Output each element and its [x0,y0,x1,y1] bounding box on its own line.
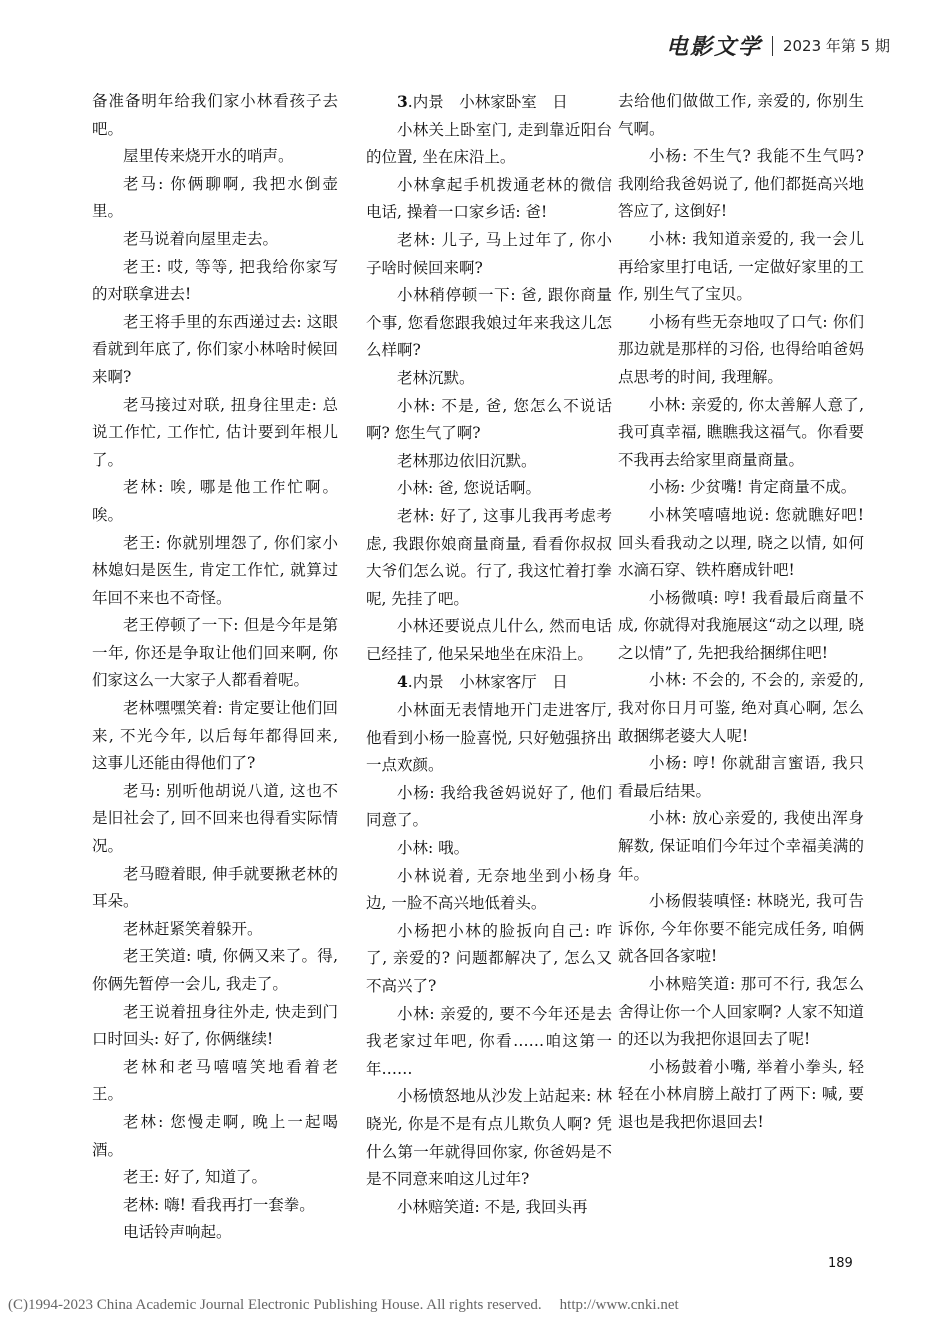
scene-heading [366,88,612,117]
paragraph: 老马接过对联, 扭身往里走: 总说工作忙, 工作忙, 估计要到年根儿了。 [92,395,338,469]
paragraph: 老林那边依旧沉默。 [397,451,537,470]
text-column-3 [618,88,864,1137]
paragraph: 小杨把小林的脸扳向自己: 咋了, 亲爱的? 问题都解决了, 怎么又不高兴了? [366,921,612,995]
paragraph: 小林: 哦。 [397,839,470,858]
paragraph: 老林: 儿子, 马上过年了, 你小子啥时候回来啊? [366,230,612,277]
paragraph: 小杨微嗔: 哼! 我看最后商量不成, 你就得对我施展这“动之以理, 晓之以情”了, 先把我给捆绑住吧! [618,588,864,662]
paragraph: 老林嘿嘿笑着: 肯定要让他们回来, 不光今年, 以后每年都得回来, 这事儿还能由得他们了? [92,699,338,773]
paragraph: 小杨: 少贫嘴! 肯定商量不成。 [649,478,857,497]
paragraph: 小杨愤怒地从沙发上站起来: 林晓光, 你是不是有点儿欺负人啊? 凭什么第一年就得回你家, 你爸妈是不是不同意来咱这儿过年? [366,1087,612,1189]
paragraph: 老林和老马嘻嘻笑地看着老王。 [92,1057,338,1104]
paragraph: 小杨有些无奈地叹了口气: 你们那边就是那样的习俗, 也得给咱爸妈点思考的时间, 我理解。 [618,312,864,386]
paragraph: 小林关上卧室门, 走到靠近阳台的位置, 坐在床沿上。 [366,120,612,167]
paragraph: 小林拿起手机拨通老林的微信电话, 操着一口家乡话: 爸! [366,175,612,222]
scene-title: .内景 小林家客厅 日 [407,673,568,692]
paragraph: 去给他们做做工作, 亲爱的, 你别生气啊。 [618,92,864,138]
paragraph: 小林: 放心亲爱的, 我使出浑身解数, 保证咱们今年过个幸福美满的年。 [618,809,864,883]
scene-number: 4 [397,672,408,692]
scene-title: .内景 小林家卧室 日 [407,93,568,111]
paragraph: 老马: 别听他胡说八道, 这也不是旧社会了, 回不回来也得看实际情况。 [92,781,338,856]
paragraph: 小林面无表情地开门走进客厅, 他看到小杨一脸喜悦, 只好勉强挤出一点欢颜。 [366,701,612,775]
paragraph: 小林: 爸, 您说话啊。 [397,479,542,498]
paragraph: 老林沉默。 [397,368,475,387]
footer-url[interactable]: http://www.cnki.net [559,1297,679,1313]
journal-logo: 电影文学 [665,34,762,60]
paragraph: 小杨假装嗔怪: 林晓光, 我可告诉你, 今年你要不能完成任务, 咱俩就各回各家啦! [618,892,864,966]
text-column-1 [92,88,338,1247]
page-number: 189 [828,1256,853,1271]
paragraph: 小林: 不会的, 不会的, 亲爱的, 我对你日月可鉴, 绝对真心啊, 怎么敢捆绑老婆大人呢! [618,671,864,745]
paragraph: 老林: 您慢走啊, 晚上一起喝酒。 [92,1112,338,1159]
page-header [666,30,890,61]
paragraph: 小林赔笑道: 那可不行, 我怎么舍得让你一个人回家啊? 人家不知道的还以为我把你退回去了呢! [618,975,864,1049]
paragraph: 小杨: 哼! 你就甜言蜜语, 我只看最后结果。 [618,754,864,800]
paragraph: 小林笑嘻嘻地说: 您就瞧好吧! 回头看我动之以理, 晓之以情, 如何水滴石穿、铁杵磨成针吧! [618,505,864,580]
paragraph: 小林还要说点儿什么, 然而电话已经挂了, 他呆呆地坐在床沿上。 [366,617,612,663]
paragraph: 老王将手里的东西递过去: 这眼看就到年底了, 你们家小林啥时候回来啊? [92,312,338,386]
paragraph: 老王笑道: 嘖, 你俩又来了。得, 你俩先暂停一会儿, 我走了。 [92,947,338,993]
paragraph: 老林赶紧笑着躲开。 [123,919,263,938]
text-column-2 [366,88,612,1221]
paragraph: 电话铃声响起。 [123,1223,232,1242]
paragraph: 小林: 亲爱的, 你太善解人意了, 我可真幸福, 瞧瞧我这福气。你看要不我再去给家里商量商量。 [618,395,864,469]
paragraph: 老王停顿了一下: 但是今年是第一年, 你还是争取让他们回来啊, 你们家这么一大家子人都看着呢。 [92,616,338,690]
paragraph: 老王说着扭身往外走, 快走到门口时回头: 好了, 你俩继续! [92,1002,338,1049]
paragraph: 老马说着向屋里走去。 [123,229,279,248]
paragraph: 备准备明年给我们家小林看孩子去吧。 [92,92,338,138]
paragraph: 小林: 亲爱的, 要不今年还是去我老家过年吧, 你看……咱这第一年…… [366,1004,612,1078]
paragraph: 小杨: 不生气? 我能不生气吗? 我刚给我爸妈说了, 他们都挺高兴地答应了, 这倒好! [618,147,864,221]
paragraph: 老马瞪着眼, 伸手就要揪老林的耳朵。 [92,864,338,911]
paragraph: 小林: 我知道亲爱的, 我一会儿再给家里打电话, 一定做好家里的工作, 别生气了宝贝。 [618,229,864,304]
paragraph: 小林: 不是, 爸, 您怎么不说话啊? 您生气了啊? [366,396,612,443]
paragraph: 老林: 嗨! 看我再打一套拳。 [123,1195,315,1214]
paragraph: 老林: 好了, 这事儿我再考虑考虑, 我跟你娘商量商量, 看看你叔叔大爷们怎么说。行了, 我这忙着打拳呢, 先挂了吧。 [366,506,612,608]
paragraph: 小林赔笑道: 不是, 我回头再 [397,1197,588,1216]
paragraph: 老马: 你俩聊啊, 我把水倒壶里。 [92,174,338,221]
footer [8,1297,942,1314]
paragraph: 小林说着, 无奈地坐到小杨身边, 一脸不高兴地低着头。 [366,866,612,913]
scene-number: 3 [397,92,408,111]
paragraph: 老王: 好了, 知道了。 [123,1168,268,1187]
paragraph: 小杨鼓着小嘴, 举着小拳头, 轻轻在小林肩膀上敲打了两下: 喊, 要退也是我把你退回去! [618,1057,864,1131]
scene-heading [366,668,612,697]
paragraph: 老林: 唉, 哪是他工作忙啊。唉。 [92,478,338,524]
paragraph: 老王: 哎, 等等, 把我给你家写的对联拿进去! [92,257,338,304]
paragraph: 老王: 你就别埋怨了, 你们家小林媳妇是医生, 肯定工作忙, 就算过年回不来也不奇怪。 [92,533,338,607]
copyright-notice: (C)1994-2023 China Academic Journal Electronic Publishing House. All rights reserved. [8,1297,542,1313]
issue-label: 2023 年第 5 期 [782,37,890,55]
paragraph: 屋里传来烧开水的哨声。 [123,147,294,166]
header-divider [772,36,773,56]
paragraph: 小杨: 我给我爸妈说好了, 他们同意了。 [366,783,612,830]
paragraph: 小林稍停顿一下: 爸, 跟你商量个事, 您看您跟我娘过年来我这儿怎么样啊? [366,286,612,360]
